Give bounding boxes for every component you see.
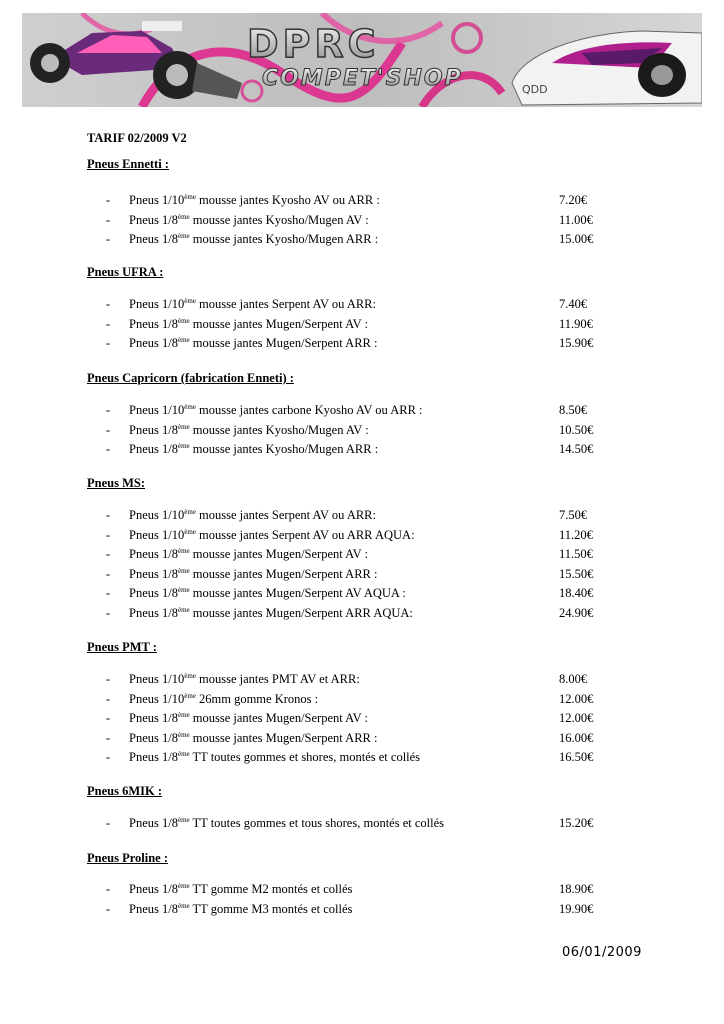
item-price: 7.20€: [559, 193, 588, 207]
item-desc-pre: Pneus 1/10: [129, 691, 185, 706]
item-price: 11.20€: [559, 527, 593, 542]
section-heading: Pneus Ennetti :: [87, 157, 169, 171]
price-row: [0, 528, 724, 546]
item-desc-post: TT toutes gommes et shores, montés et collés: [189, 750, 421, 764]
price-row: [0, 882, 724, 900]
item-desc-pre: Pneus 1/10: [129, 193, 185, 207]
item-desc-pre: Pneus 1/8: [129, 730, 178, 745]
bullet-dash: -: [106, 508, 111, 522]
footer-date: 06/01/2009: [562, 945, 642, 960]
price-row: [0, 317, 724, 335]
item-description: [129, 317, 368, 332]
item-desc-sup: ème: [184, 672, 196, 680]
price-row: [0, 731, 724, 749]
bullet-dash: -: [106, 297, 111, 311]
item-desc-sup: ème: [177, 232, 190, 240]
item-description: [129, 336, 377, 351]
item-desc-post: mousse jantes carbone Kyosho AV ou ARR :: [195, 403, 423, 417]
bullet-dash: -: [106, 586, 111, 600]
item-desc-post: mousse jantes Mugen/Serpent AV :: [189, 316, 368, 331]
item-description: [129, 711, 368, 726]
bullet-dash: -: [106, 672, 111, 686]
item-desc-sup: ème: [177, 212, 190, 221]
page-title: TARIF 02/2009 V2: [87, 131, 187, 145]
item-price: 15.00€: [559, 232, 594, 246]
item-desc-sup: ème: [177, 422, 190, 431]
item-desc-post: TT gomme M2 montés et collés: [189, 882, 353, 896]
item-desc-sup: ème: [177, 442, 190, 450]
item-desc-pre: Pneus 1/8: [129, 336, 178, 350]
car-plate: QDD: [522, 83, 548, 96]
item-desc-post: mousse jantes Serpent AV ou ARR:: [195, 508, 376, 522]
item-desc-pre: Pneus 1/10: [129, 297, 185, 311]
item-price: 15.90€: [559, 336, 594, 350]
item-desc-sup: ème: [184, 691, 196, 700]
item-description: [129, 423, 369, 438]
bullet-dash: -: [106, 316, 111, 331]
bullet-dash: -: [106, 730, 111, 745]
item-description: [129, 297, 376, 312]
bullet-dash: -: [106, 882, 111, 896]
item-desc-pre: Pneus 1/10: [129, 672, 185, 686]
item-description: [129, 606, 413, 621]
item-desc-sup: ème: [177, 547, 190, 555]
header-banner: [22, 13, 702, 107]
item-description: [129, 193, 380, 208]
item-description: [129, 672, 360, 687]
bullet-dash: -: [106, 605, 111, 620]
item-desc-pre: Pneus 1/8: [129, 316, 178, 331]
bullet-dash: -: [106, 691, 111, 706]
item-desc-post: mousse jantes Mugen/Serpent ARR :: [189, 566, 378, 581]
bullet-dash: -: [106, 527, 111, 542]
item-description: [129, 403, 423, 418]
price-row: [0, 442, 724, 460]
item-desc-pre: Pneus 1/8: [129, 212, 178, 227]
item-price: 16.50€: [559, 750, 594, 764]
item-desc-sup: ème: [184, 193, 196, 201]
item-desc-pre: Pneus 1/8: [129, 422, 178, 437]
section-heading: Pneus UFRA :: [87, 265, 164, 279]
item-desc-post: mousse jantes Kyosho/Mugen AV :: [189, 212, 369, 227]
item-desc-pre: Pneus 1/8: [129, 547, 178, 561]
bullet-dash: -: [106, 403, 111, 417]
price-row: [0, 193, 724, 211]
item-description: [129, 750, 420, 765]
item-desc-pre: Pneus 1/8: [129, 901, 178, 916]
item-desc-sup: ème: [177, 566, 190, 575]
section-heading: Pneus Capricorn (fabrication Enneti) :: [87, 371, 294, 385]
item-desc-post: mousse jantes Mugen/Serpent AV :: [189, 711, 368, 725]
item-desc-sup: ème: [177, 605, 190, 614]
item-price: 24.90€: [559, 605, 594, 620]
item-desc-sup: ème: [184, 508, 196, 516]
item-price: 7.50€: [559, 508, 588, 522]
item-desc-post: mousse jantes Kyosho/Mugen AV :: [189, 422, 369, 437]
section-heading: Pneus MS:: [87, 476, 145, 490]
item-desc-pre: Pneus 1/10: [129, 403, 185, 417]
price-row: [0, 606, 724, 624]
item-desc-pre: Pneus 1/8: [129, 882, 178, 896]
item-price: 18.90€: [559, 882, 594, 896]
item-description: [129, 508, 376, 523]
item-desc-pre: Pneus 1/8: [129, 816, 178, 830]
item-desc-post: mousse jantes Serpent AV ou ARR AQUA:: [195, 527, 415, 542]
logo-line2: COMPET'SHOP: [262, 66, 463, 91]
price-row: [0, 232, 724, 250]
price-row: [0, 508, 724, 526]
item-desc-post: mousse jantes Kyosho/Mugen ARR :: [189, 232, 379, 246]
bullet-dash: -: [106, 442, 111, 456]
item-desc-pre: Pneus 1/10: [129, 527, 185, 542]
item-desc-post: mousse jantes Kyosho/Mugen ARR :: [189, 442, 379, 456]
item-description: [129, 567, 377, 582]
item-price: 18.40€: [559, 586, 594, 600]
bullet-dash: -: [106, 566, 111, 581]
item-price: 11.50€: [559, 547, 593, 561]
price-row: [0, 403, 724, 421]
item-description: [129, 731, 377, 746]
section-heading: Pneus 6MIK :: [87, 784, 162, 798]
item-desc-pre: Pneus 1/10: [129, 508, 185, 522]
item-price: 7.40€: [559, 297, 588, 311]
price-row: [0, 672, 724, 690]
price-row: [0, 692, 724, 710]
item-description: [129, 442, 378, 457]
price-row: [0, 586, 724, 604]
item-price: 8.00€: [559, 672, 588, 686]
price-row: [0, 547, 724, 565]
item-desc-sup: ème: [184, 403, 196, 411]
bullet-dash: -: [106, 212, 111, 227]
section-heading: Pneus Proline :: [87, 851, 169, 865]
item-desc-pre: Pneus 1/8: [129, 442, 178, 456]
item-desc-post: mousse jantes Kyosho AV ou ARR :: [195, 193, 380, 207]
item-price: 14.50€: [559, 442, 594, 456]
item-desc-post: TT toutes gommes et tous shores, montés et collés: [189, 816, 445, 830]
item-desc-sup: ème: [177, 816, 190, 824]
item-description: [129, 692, 318, 707]
item-description: [129, 902, 352, 917]
price-row: [0, 567, 724, 585]
price-row: [0, 213, 724, 231]
section-heading: Pneus PMT :: [87, 640, 157, 654]
item-description: [129, 213, 369, 228]
item-desc-pre: Pneus 1/8: [129, 586, 178, 600]
bullet-dash: -: [106, 816, 111, 830]
item-desc-post: TT gomme M3 montés et collés: [189, 901, 353, 916]
item-description: [129, 232, 378, 247]
item-desc-sup: ème: [177, 901, 190, 910]
item-desc-sup: ème: [184, 297, 196, 305]
item-desc-post: mousse jantes Mugen/Serpent ARR AQUA:: [189, 605, 413, 620]
item-price: 12.00€: [559, 691, 594, 706]
item-price: 11.90€: [559, 316, 593, 331]
item-price: 15.50€: [559, 566, 594, 581]
item-desc-sup: ème: [177, 711, 190, 719]
banner-artwork: [22, 13, 702, 107]
item-desc-pre: Pneus 1/8: [129, 605, 178, 620]
item-desc-pre: Pneus 1/8: [129, 711, 178, 725]
item-desc-pre: Pneus 1/8: [129, 750, 178, 764]
item-price: 12.00€: [559, 711, 594, 725]
bullet-dash: -: [106, 547, 111, 561]
item-desc-post: mousse jantes Serpent AV ou ARR:: [195, 297, 376, 311]
bullet-dash: -: [106, 422, 111, 437]
item-description: [129, 547, 368, 562]
item-desc-post: mousse jantes Mugen/Serpent ARR :: [189, 336, 378, 350]
item-desc-post: mousse jantes Mugen/Serpent AV :: [189, 547, 368, 561]
price-row: [0, 902, 724, 920]
bullet-dash: -: [106, 336, 111, 350]
item-desc-sup: ème: [184, 527, 196, 536]
item-desc-pre: Pneus 1/8: [129, 232, 178, 246]
price-row: [0, 297, 724, 315]
item-description: [129, 528, 415, 543]
item-desc-sup: ème: [177, 882, 190, 890]
item-desc-post: mousse jantes PMT AV et ARR:: [195, 672, 360, 686]
item-price: 19.90€: [559, 901, 594, 916]
item-price: 15.20€: [559, 816, 594, 830]
price-row: [0, 711, 724, 729]
item-price: 10.50€: [559, 422, 594, 437]
item-desc-post: 26mm gomme Kronos :: [195, 691, 319, 706]
price-row: [0, 336, 724, 354]
item-desc-pre: Pneus 1/8: [129, 566, 178, 581]
price-row: [0, 816, 724, 834]
bullet-dash: -: [106, 901, 111, 916]
logo-line1: DPRC: [247, 22, 380, 66]
item-price: 16.00€: [559, 730, 594, 745]
price-row: [0, 423, 724, 441]
item-price: 8.50€: [559, 403, 588, 417]
item-price: 11.00€: [559, 212, 593, 227]
item-desc-sup: ème: [177, 336, 190, 344]
bullet-dash: -: [106, 193, 111, 207]
item-desc-sup: ème: [177, 316, 190, 325]
item-description: [129, 882, 352, 897]
item-desc-sup: ème: [177, 730, 190, 739]
item-desc-sup: ème: [177, 586, 190, 594]
item-desc-sup: ème: [177, 750, 190, 758]
price-row: [0, 750, 724, 768]
bullet-dash: -: [106, 711, 111, 725]
item-description: [129, 586, 406, 601]
item-desc-post: mousse jantes Mugen/Serpent AV AQUA :: [189, 586, 406, 600]
item-description: [129, 816, 444, 831]
bullet-dash: -: [106, 750, 111, 764]
bullet-dash: -: [106, 232, 111, 246]
item-desc-post: mousse jantes Mugen/Serpent ARR :: [189, 730, 378, 745]
